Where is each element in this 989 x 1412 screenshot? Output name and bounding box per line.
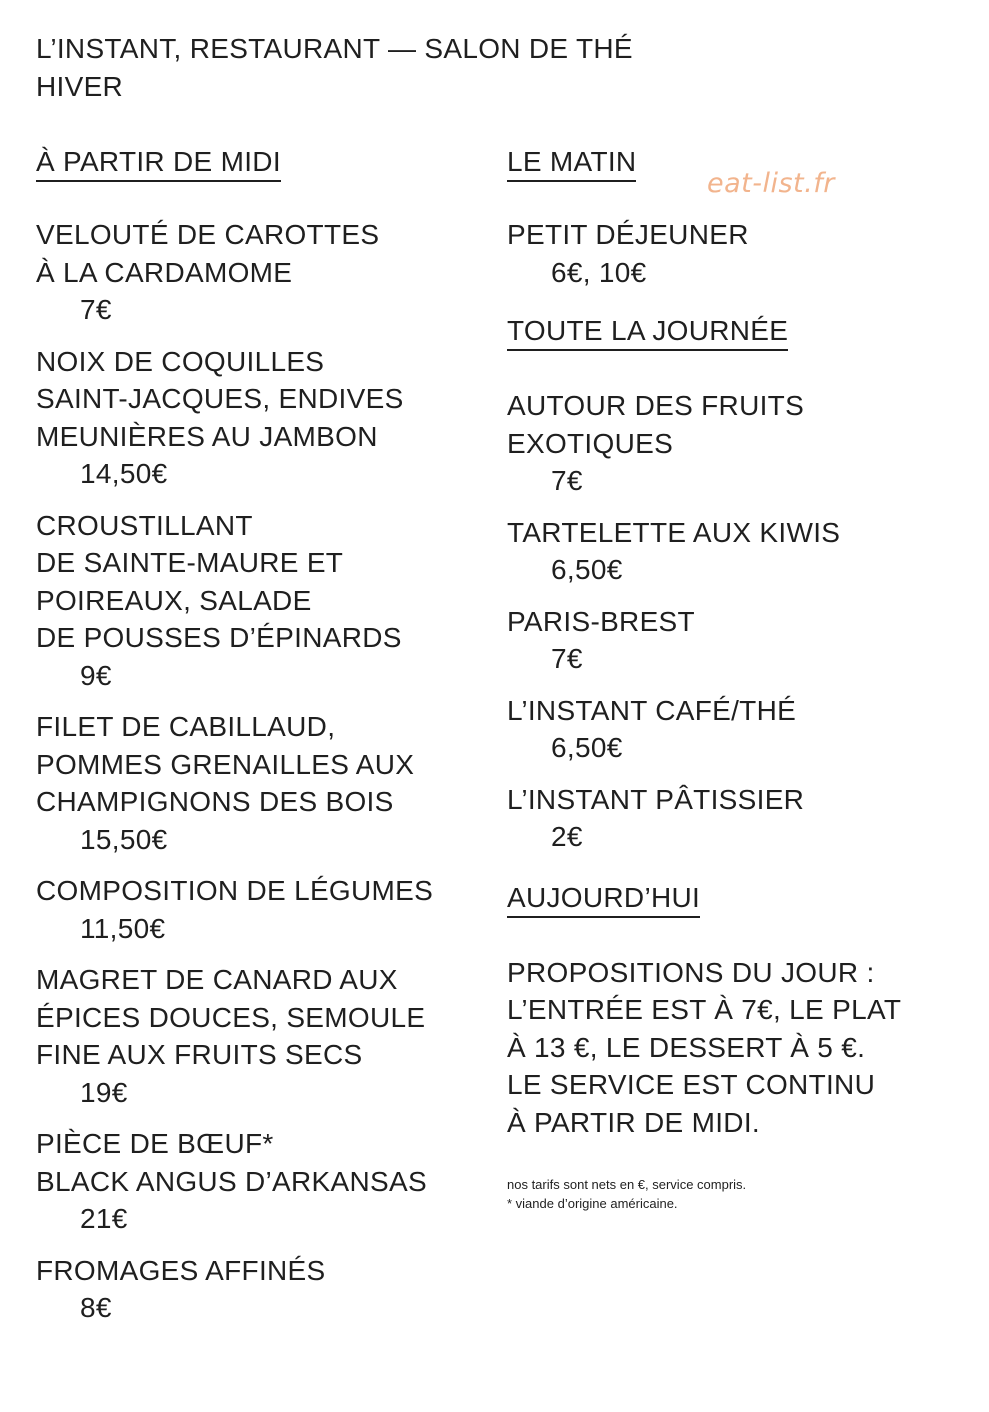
menu-item xyxy=(36,343,476,493)
footnote-line: nos tarifs sont nets en €, service compris. xyxy=(507,1177,747,1192)
menu-item-name: TARTELETTE AUX KIWIS xyxy=(507,516,841,548)
left-column xyxy=(36,144,476,1327)
menu-item-price: 6,50€ xyxy=(551,732,623,763)
menu-item xyxy=(507,692,947,767)
menu-item-name: À LA CARDAMOME xyxy=(36,256,293,288)
menu-item-name: DE POUSSES D’ÉPINARDS xyxy=(36,622,402,653)
menu-item xyxy=(507,603,947,678)
section-title-journee: TOUTE LA JOURNÉE xyxy=(507,313,788,351)
menu-item-price: 2€ xyxy=(551,821,583,852)
menu-item-name: DE SAINTE-MAURE ET xyxy=(36,547,344,578)
section-title-midi: À PARTIR DE MIDI xyxy=(36,144,281,182)
menu-item xyxy=(36,1125,476,1238)
menu-item-name: AUTOUR DES FRUITS xyxy=(507,390,805,421)
menu-item xyxy=(36,1252,476,1327)
menu-item xyxy=(36,216,476,329)
today-line: À PARTIR DE MIDI. xyxy=(507,1106,760,1138)
menu-item-name: NOIX DE COQUILLES xyxy=(36,345,325,377)
menu-item-name: L’INSTANT PÂTISSIER xyxy=(507,783,805,815)
menu-item-name: EXOTIQUES xyxy=(507,427,674,459)
menu-item xyxy=(36,872,476,947)
menu-item-name: FILET DE CABILLAUD, xyxy=(36,711,336,742)
matin-item-list xyxy=(507,216,947,291)
menu-item-price: 7€ xyxy=(551,465,583,496)
right-column xyxy=(507,144,947,1213)
today-propositions xyxy=(507,954,947,1142)
menu-item xyxy=(36,507,476,695)
menu-item-name: ÉPICES DOUCES, SEMOULE xyxy=(36,1001,426,1033)
menu-item-price: 15,50€ xyxy=(80,823,168,855)
menu-item-name: VELOUTÉ DE CAROTTES xyxy=(36,219,380,250)
menu-item-name: PARIS-BREST xyxy=(507,605,695,637)
menu-item-name: POMMES GRENAILLES AUX xyxy=(36,748,415,780)
menu-item-name: CROUSTILLANT xyxy=(36,509,253,541)
menu-item xyxy=(507,514,947,589)
menu-item xyxy=(36,961,476,1111)
menu-item-name: FROMAGES AFFINÉS xyxy=(36,1254,326,1286)
today-line: À 13 €, LE DESSERT À 5 €. xyxy=(507,1031,866,1063)
section-title-aujourdhui: AUJOURD’HUI xyxy=(507,880,700,918)
menu-item-name: BLACK ANGUS D’ARKANSAS xyxy=(36,1165,427,1197)
menu-item-name: MEUNIÈRES AU JAMBON xyxy=(36,420,378,452)
menu-item-name: CHAMPIGNONS DES BOIS xyxy=(36,786,394,817)
menu-item xyxy=(36,708,476,858)
menu-item-name: PIÈCE DE BŒUF* xyxy=(36,1128,274,1159)
menu-item xyxy=(507,387,947,500)
today-line: L’ENTRÉE EST À 7€, LE PLAT xyxy=(507,994,902,1025)
menu-header xyxy=(36,30,633,106)
watermark: eat-list.fr xyxy=(707,168,835,199)
menu-item-price: 7€ xyxy=(80,294,112,325)
midi-item-list xyxy=(36,216,476,1327)
menu-item xyxy=(507,216,947,291)
menu-item-price: 21€ xyxy=(80,1203,128,1234)
menu-item-price: 9€ xyxy=(80,659,112,691)
menu-item xyxy=(507,781,947,856)
restaurant-title: L’INSTANT, RESTAURANT — SALON DE THÉ xyxy=(36,33,633,64)
menu-item-name: COMPOSITION DE LÉGUMES xyxy=(36,875,434,906)
today-line: PROPOSITIONS DU JOUR : xyxy=(507,956,875,988)
menu-item-price: 19€ xyxy=(80,1076,128,1108)
menu-item-name: SAINT-JACQUES, ENDIVES xyxy=(36,383,404,414)
today-line: LE SERVICE EST CONTINU xyxy=(507,1069,876,1100)
season-label: HIVER xyxy=(36,71,124,102)
journee-item-list xyxy=(507,387,947,856)
menu-item-price: 14,50€ xyxy=(80,458,168,489)
menu-item-price: 7€ xyxy=(551,643,583,674)
menu-item-price: 8€ xyxy=(80,1292,112,1323)
menu-item-price: 6€, 10€ xyxy=(551,256,647,288)
section-title-matin: LE MATIN xyxy=(507,144,636,182)
menu-item-name: POIREAUX, SALADE xyxy=(36,584,312,616)
footnotes xyxy=(507,1175,947,1213)
menu-item-price: 6,50€ xyxy=(551,554,623,585)
footnote-line: * viande d’origine américaine. xyxy=(507,1196,678,1211)
menu-item-name: MAGRET DE CANARD AUX xyxy=(36,964,398,995)
menu-item-price: 11,50€ xyxy=(80,912,166,944)
menu-item-name: L’INSTANT CAFÉ/THÉ xyxy=(507,694,797,726)
menu-item-name: PETIT DÉJEUNER xyxy=(507,219,749,250)
menu-item-name: FINE AUX FRUITS SECS xyxy=(36,1039,363,1070)
